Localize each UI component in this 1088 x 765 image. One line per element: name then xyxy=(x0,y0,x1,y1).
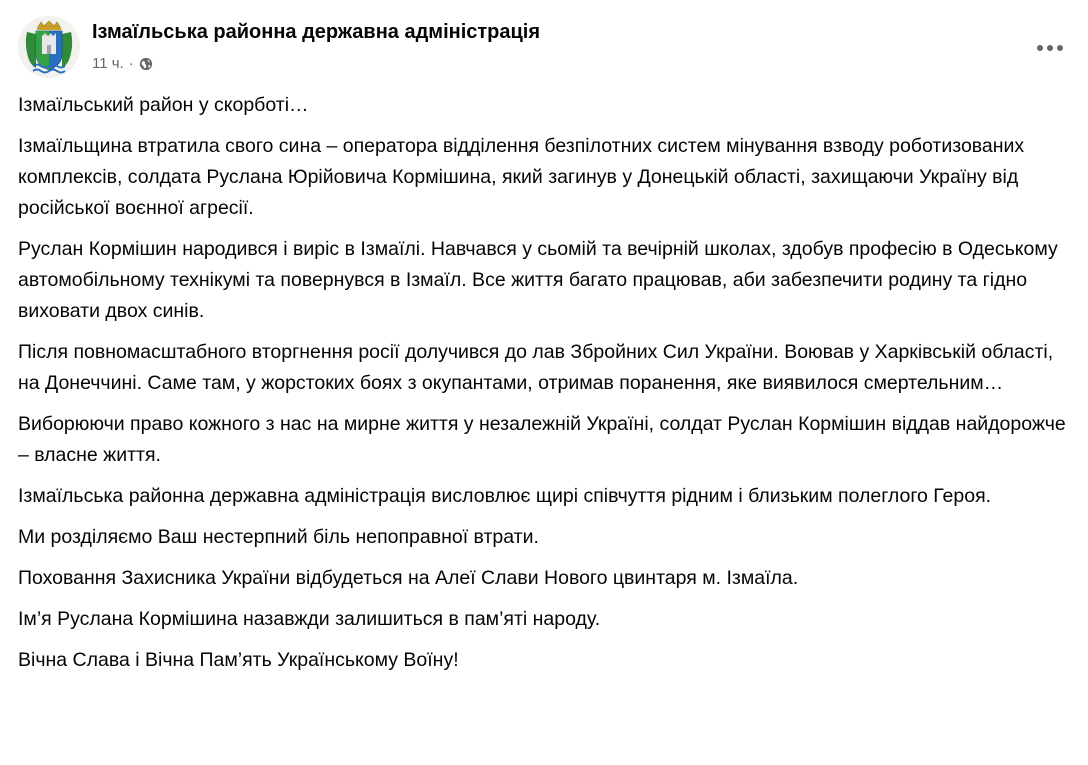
post-paragraph: Після повномасштабного вторгнення росії долучився до лав Збройних Сил України. Воював у Харківській області, на Донеччині. Саме там, у жорстоких боях з окупантами, отримав поранення, яке виявилося смертельним… xyxy=(18,341,1054,394)
post-text xyxy=(18,90,1068,686)
globe-icon[interactable] xyxy=(139,57,153,71)
post-paragraph: Ізмаїльська районна державна адміністрація висловлює щирі співчуття рідним і близьким полеглого Героя. xyxy=(18,485,992,507)
more-options-icon xyxy=(1036,44,1064,52)
more-options-button[interactable] xyxy=(1030,34,1070,62)
meta-separator: · xyxy=(128,55,134,72)
post-paragraph: Руслан Кормішин народився і виріс в Ізмаїлі. Навчався у сьомій та вечірній школах, здобув професію в Одеському автомобільному технікумі та повернувся в Ізмаїл. Все життя багато працював, аби забезпечити родину та гідно виховати двох синів. xyxy=(18,238,1058,322)
post-paragraph: Ізмаїльщина втратила свого сина – оператора відділення безпілотних систем мінування взводу роботизованих комплексів, солдата Руслана Юрійовича Кормішина, який загинув у Донецькій області, захищаючи Україну від російської воєнної агресії. xyxy=(18,135,1025,219)
coat-of-arms-logo xyxy=(18,16,80,78)
post-paragraph: Ми розділяємо Ваш нестерпний біль непоправної втрати. xyxy=(18,526,539,548)
post-paragraph: Ізмаїльський район у скорботі… xyxy=(18,94,309,116)
post-paragraph: Вічна Слава і Вічна Пам’ять Українському Воїну! xyxy=(18,649,459,671)
post-header xyxy=(18,16,1070,86)
post-paragraph: Поховання Захисника України відбудеться на Алеї Слави Нового цвинтаря м. Ізмаїла. xyxy=(18,567,799,589)
page-avatar[interactable] xyxy=(18,16,80,78)
post-paragraph: Виборюючи право кожного з нас на мирне життя у незалежній Україні, солдат Руслан Кормішин віддав найдорожче – власне життя. xyxy=(18,413,1066,466)
page-name-link[interactable]: Ізмаїльська районна державна адміністрація xyxy=(92,21,541,43)
post-timestamp[interactable]: 11 ч. xyxy=(92,55,124,72)
post-meta xyxy=(92,55,153,72)
post-paragraph: Ім’я Руслана Кормішина назавжди залишиться в пам’яті народу. xyxy=(18,608,601,630)
